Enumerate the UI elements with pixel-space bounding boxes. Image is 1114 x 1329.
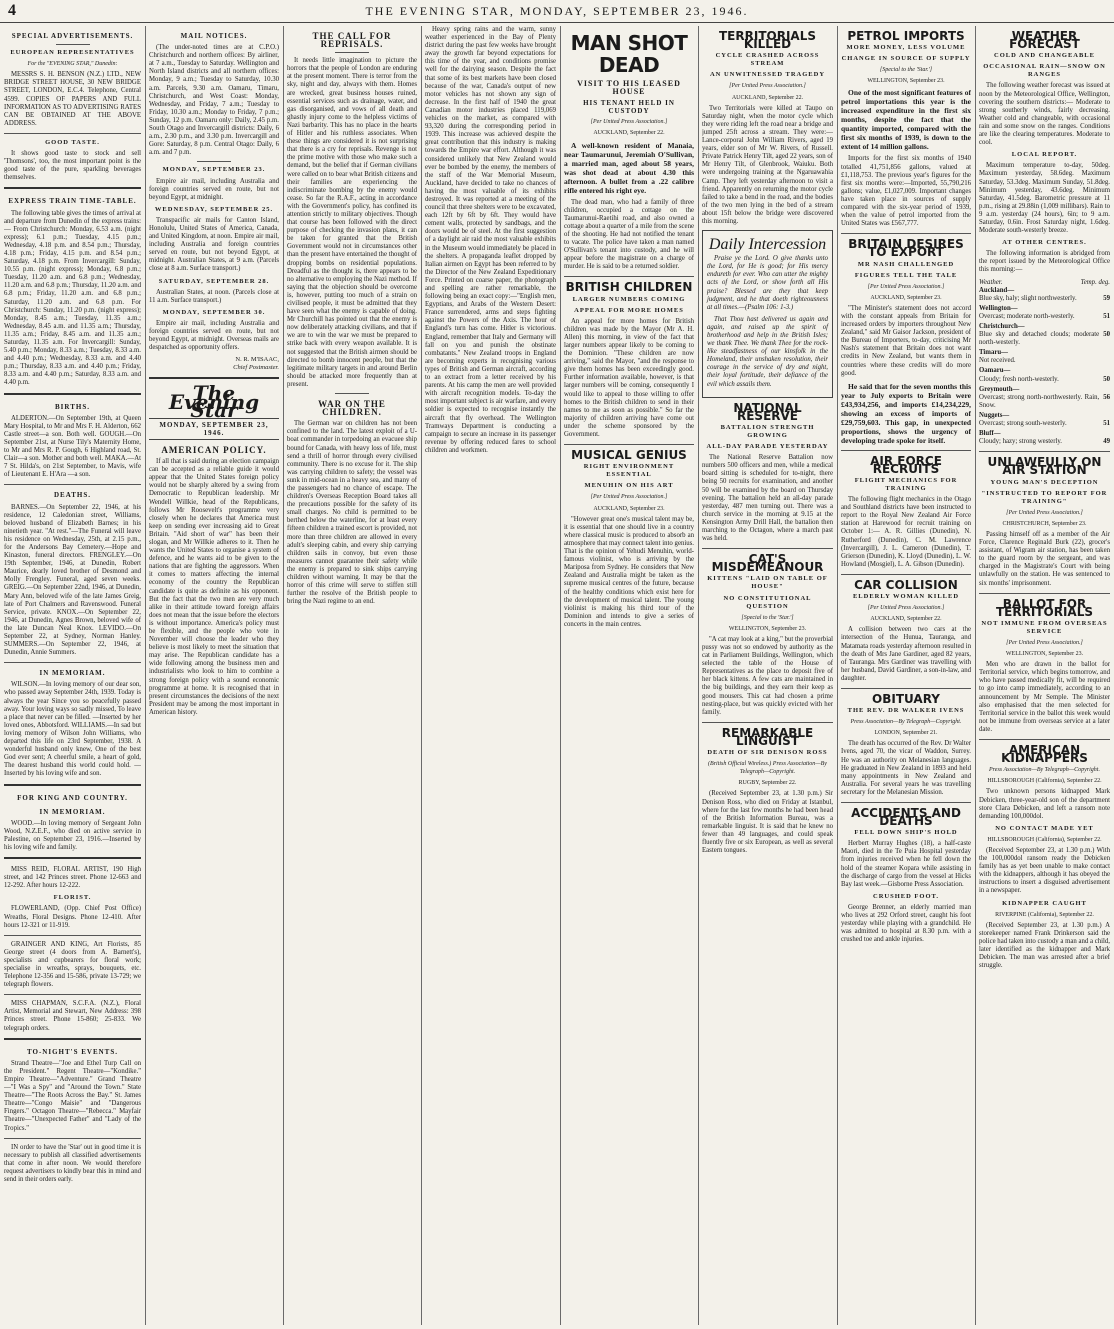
man-shot-heading: MAN SHOT DEAD xyxy=(570,31,688,77)
events-body: Strand Theatre—"Joe and Ethel Turp Call on the President." Regent Theatre—"Kondike." Empire Theatre—"Adventure." Grand Theatre—"I Was a Spy" and "Around the Town." State Theatre—"The Roots Across the Bay." St. James Theatre—"Congo Maisie" and "Dangerous Fingers." Octagon Theatre—"Rebecca." Mayfair Theatre—"Unexpected Father" and "Lady of the Tropics." xyxy=(4,1059,141,1132)
train-body: The following table gives the times of arrival at and departure from Dunedin of the express trains:— From Christchurch: Monday, 6.53 a.m. (night express); 6.1 p.m.; Tuesday, 4.15 p.m.; Wednesday, 4.18 p.m. and 8.54 p.m.; Thursday, 4.18 p.m.; Friday, 4.15 p.m. and 8.54 p.m.; Saturday, 4.18 p.m. From Invercargill: Sunday, 10.55 p.m. (night express); Monday, 6.8 p.m.; Tuesday, 11.20 a.m. and 6.8 p.m.; Wednesday, 11.20 a.m. and 6.8 p.m.; Thursday, 11.20 a.m. and 6.8 p.m.; Friday, 11.20 a.m. and 6.8 p.m.; Saturday, 11.20 a.m. and 6.8 p.m. For Christchurch: Sunday, 11.20 p.m. (night express); Monday, 8.45 a.m.; Tuesday, 11.35 a.m.; Wednesday, 8.45 a.m. and 11.35 a.m.; Thursday, 11.35 a.m.; Friday, 8.45 a.m. and 11.35 a.m.; Saturday, 11.35 a.m. For Invercargill: Sunday, 5.40 p.m.; Monday, 8.33 a.m.; Tuesday, 8.33 a.m. and 4.40 p.m.; Wednesday, 8.33 a.m. and 4.40 p.m.; Thursday, 8.33 a.m. and 4.40 p.m.; Friday, 8.33 a.m. and 4.40 p.m.; Saturday, 8.33 a.m. and 4.40 p.m. xyxy=(4,209,141,387)
centre-temp: 51 xyxy=(1103,312,1110,320)
dateline: LONDON, September 21. xyxy=(874,730,938,737)
territorials-sub2: AN UNWITNESSED TRAGEDY xyxy=(709,71,826,79)
dateline: HILLSBOROUGH (California), September 22. xyxy=(987,836,1102,843)
monday30-body: Empire air mail, including Australia and foreign countries served en route, but not beyond Egypt, at midnight. Overseas mails are despatched as opportunity offers. xyxy=(149,319,279,352)
musical-genius-body: "However great one's musical talent may be, it is essential that one should live in a country where classical music is produced to absorb an atmosphere that may connect talent into genius. That is the opinion of Yehudi Menuhin, world-famous violinist, who is arriving by the Mariposa from Sydney. He considers that New Zealand and Australia might be taken as the supreme musical centres of the future, because of the healthy conditions which exist here for the development of musical talent. The young violinist is making his third tour of the Dominion and intends to give a series of concerts in the main centres. xyxy=(564,515,694,628)
centre-row xyxy=(979,305,1110,321)
linguist-body: (Received September 23, at 1.30 p.m.) Sir Denison Ross, who died on Friday at Istanbul, where for the last few months he had been head of the British Information Bureau, was a remarkable linguist. It is said that he knew no fewer than 49 languages, and could speak fluently five or six European, as well as several Eastern tongues. xyxy=(702,790,833,855)
centre-row xyxy=(979,323,1110,347)
car-collision-body: A collision between two cars at the intersection of the Hunua, Tauranga, and Matamata roads yesterday afternoon resulted in the death of Mrs Jane Gardiner, aged 82 years, of Tauranga. Mrs Gardiner was travelling with her husband, David Gardiner, a son-in-law, and daughter. xyxy=(841,626,971,682)
centre-place: Auckland— xyxy=(979,286,1015,294)
other-centres-heading: AT OTHER CENTRES. xyxy=(1002,239,1087,247)
centres-col-weather: Weather. xyxy=(979,278,1003,286)
mail-heading: MAIL NOTICES. xyxy=(180,32,248,40)
ballot-sub: NOT IMMUNE FROM OVERSEAS SERVICE xyxy=(981,619,1108,635)
local-report-heading: LOCAL REPORT. xyxy=(1011,151,1078,159)
divider xyxy=(335,52,369,53)
press-line: Press Association—By Telegraph—Copyright. xyxy=(850,719,962,726)
divider xyxy=(841,233,971,234)
centre-row xyxy=(979,386,1110,410)
british-children-heading: BRITISH CHILDREN xyxy=(565,280,693,295)
centre-temp: 49 xyxy=(1103,438,1110,446)
accidents-heading: ACCIDENTS AND DEATHS xyxy=(851,806,961,829)
kidnappers-heading: AMERICAN KIDNAPPERS xyxy=(1001,743,1088,766)
car-collision-heading: CAR COLLISION xyxy=(854,577,958,592)
wednesday-body: Transpacific air mails for Canton Island, Honolulu, United States of America, Canada, and United Kingdom, at noon. Empire air mail, including Australia and foreign countries served en route, but not beyond Egypt, at midnight. Australian States, at 9 a.m. (Parcels close at 8 a.m. Surface transport.) xyxy=(149,216,279,273)
editorial-heading: AMERICAN POLICY. xyxy=(161,444,267,455)
musical-genius-sub2: MENUHIN ON HIS ART xyxy=(584,482,674,490)
centre-temp: 50 xyxy=(1103,331,1110,339)
weather-body: The following weather forecast was issued at noon by the Meteorological Office, Wellington, covering the southern districts:— Moderate to strong southerly winds, fairly decreasing. Weather cold and changeable, with occasional rain and some snow on the ranges. Conditions are like the clearing temperatures. Moderate to cool. xyxy=(979,82,1110,147)
column-miscellany xyxy=(425,26,556,1325)
unlawful-sub2: "INSTRUCTED TO REPORT FOR TRAINING" xyxy=(981,489,1108,505)
centre-temp: 51 xyxy=(1103,420,1110,428)
centre-row xyxy=(979,412,1110,428)
column-rule xyxy=(698,26,699,1325)
divider xyxy=(702,722,833,723)
florist2-heading: FLORIST. xyxy=(53,894,92,902)
column-rule xyxy=(975,26,976,1325)
local-report-body: Maximum temperature to-day, 50deg. Maximum yesterday, 58.6deg. Maximum Saturday, 53.3deg. Maximum Sunday, 51.8deg. Minimum yesterday, 43.6deg. Minimum Saturday, 41.5deg. Barometric pressure at 11 p.m., rising at 29.88in (1,009 millibars). Rain to 9 a.m. yesterday (24 hours), 6in; to 9 a.m. Saturday, 0.6in. Frost Saturday night, 1.6deg. Moderate south-westerly breeze. xyxy=(979,162,1110,235)
kidnappers-sub2: KIDNAPPER CAUGHT xyxy=(1002,899,1087,907)
britain-quote: He said that for the seven months this year to July exports to Britain were £43,934,256, and imports £14,234,229, showing an excess of imports of £29,759,603. This gap, in unexpected proportions, shows the urgency of developing trade spoke for itself. xyxy=(841,381,971,445)
dateline: AUCKLAND, September 23. xyxy=(870,294,942,301)
florist2-ad: FLOWERLAND, (Opp. Chief Post Office) Wreaths, Floral Designs. Phone 12-410. After hours 12-321 or 11-919. xyxy=(4,905,141,929)
saturday-body: Australian States, at noon. (Parcels close at 11 a.m. Surface transport.) xyxy=(149,288,279,304)
territorials-heading: TERRITORIALS KILLED xyxy=(719,29,816,52)
kidnappers-body2: (Received September 23, at 1.30 p.m.) With the 100,000dol ransom ready the Debicken family has as yet been unable to make contact with the kidnappers, although it has obeyed the instructions to insert a disguised advertisement in a newspaper. xyxy=(979,846,1110,895)
centre-detail xyxy=(979,295,1110,303)
centre-temp: 50 xyxy=(1103,375,1110,383)
dateline: CHRISTCHURCH, September 23. xyxy=(1002,520,1087,527)
dateline: WELLINGTON, September 23. xyxy=(728,625,807,632)
linguist-sub: DEATH OF SIR DENISON ROSS xyxy=(707,749,828,757)
divider xyxy=(4,935,141,936)
deaths-body: BARNES.—On September 22, 1946, at his residence, 12 Caledonian street, Williams, beloved husband of Elizabeth Barnes; in his ninetieth year. "At rest."—The Funeral will leave his residence on Wednesday, 25th, at 2.15 p.m., for the Andersons Bay Cemetery.—Hope and Kinaston, funeral directors. FRENGLEY.—On 19th September, 1946, at Dunedin, Robert Maurice, dearly loved brother of Desmond and Molly Frengley. Funeral, aged seven weeks. GREIG.—On September 22nd, 1946, at Dunedin, Mary Ann, beloved wife of the late James Greig, late of Port Chalmers and Ravenswood. Funeral Service, private. KNOX.—On September 22, 1946, at Dunedin, Agnes Brown, beloved wife of the late Duncan Neal Knox. LEVIDO.—On September 22, at Sydney, Norman Hanley. SUMMERS.—On September 22, 1946, at Dunedin, Annie Summers. xyxy=(4,503,141,657)
deaths-heading: DEATHS. xyxy=(53,491,92,500)
weather-heading: WEATHER FORECAST xyxy=(1009,29,1080,52)
unlawful-heading: UNLAWFULLY ON AIR STATION xyxy=(987,455,1102,478)
divider xyxy=(702,548,833,549)
dateline: HILLSBOROUGH (California), September 22. xyxy=(987,778,1102,785)
centre-weather: Cloudy; fresh north-westerly. xyxy=(979,375,1059,383)
special-ads-heading: SPECIAL ADVERTISEMENTS. xyxy=(11,32,134,40)
man-shot-sub: VISIT TO HIS LEASED HOUSE xyxy=(577,79,681,97)
centre-place: Wellington— xyxy=(979,304,1018,312)
column-classifieds xyxy=(4,26,141,1325)
centre-row xyxy=(979,349,1110,365)
divider xyxy=(4,1138,141,1139)
column-news-b xyxy=(702,26,833,1325)
territorials-sub: CYCLE CRASHED ACROSS STREAM xyxy=(715,52,820,68)
dateline: AUCKLAND, September 23. xyxy=(593,505,665,512)
divider xyxy=(4,994,141,995)
monday30-heading: MONDAY, SEPTEMBER 30. xyxy=(162,308,266,316)
divider xyxy=(4,662,141,663)
national-reserve-body: The National Reserve Battalion now numbers 500 officers and men, while a medical board sitting is scheduled for to-night, there being 50 recruits for examination, and another 50 will be examined by the board on Thursday evening. The battalion held an all-day parade yesterday, 487 men turning out. There was a church service in the morning at 9.15 at the Kensington Army Drill Hall, the battalion then marching to the Octagon, where a march past was held. xyxy=(702,454,833,543)
accidents-sub: FELL DOWN SHIP'S HOLD xyxy=(854,829,958,837)
intercession-prayer: That Thou hast delivered us again and again, and raised up the spirit of brotherhood and help in the British Isles; we thank Thee. We thank Thee for the rock-like steadfastness of our kinsfolk in the Homeland, their unshaken resolution, their courage in the service of dry and night, their loyal fortitude, their defiance of the evil which assails them. xyxy=(707,315,828,388)
memoriam2-heading: IN MEMORIAM. xyxy=(39,807,106,816)
press-line: [Per United Press Association.] xyxy=(729,83,806,90)
press-line: [Per United Press Association.] xyxy=(867,605,945,612)
column-mail-editorial xyxy=(149,26,279,1325)
centre-detail xyxy=(979,438,1110,446)
taste-body: It shows good taste to stock and sell 'Thomsons', too, the most important point is the good taste of the pure, sparkling beverages themselves. xyxy=(4,150,141,182)
reps-for: For the "EVENING STAR," Dunedin: xyxy=(27,61,118,68)
memoriam-body: WILSON.—In loving memory of our dear son, who passed away September 24th, 1939. Today is always the year Since you so peacefully passed away. Your loving ways so sadly missed, To leave a place that never can be filled. —Inserted by her loved ones, Abbotsford. WILLIAMS.—In sad but loving memory of Wilson John Williams, who departed this life on 23rd September, 1938. A wonderful husband only knew, One of the best God ever sent; A cheerful smile, a heart of gold, The dearest husband this world could hold. —Inserted by his loving wife and son. xyxy=(4,681,141,778)
signature-name: N. R. M'ISAAC, xyxy=(235,356,279,364)
children-war-body: The German war on children has not been confined to the land. The latest exploit of a U-boat commander in torpedoing an evacuee ship bound for Canada, with heavy loss of life, must send a thrill of horror through every civilised community. There is no excuse for it. The ship was carrying children to safety; the vessel was sunk in mid-ocean in a heavy sea, and many of the passengers had no chance of escape. The children's Overseas Reception Board takes all the precautions possible for the safety of its small charges. No child is permitted to be berthed below the waterline, for at least every fifteen children a trained escort is provided, not more than three children are allowed in every adult's sleeping cabin, and every ship carrying children sails in convoy, but even those measures cannot guarantee their safety while the enemy is prepared to sink ships carrying children without warning. It may be that the horror of this crime will serve to stiffen still further the resolve of the British people to bring the Nazi regime to an end. xyxy=(287,420,417,606)
air-force-sub: FLIGHT MECHANICS FOR TRAINING xyxy=(854,476,958,492)
florist-ad: MISS REID, FLORAL ARTIST, 190 High street, and 142 Princes street. Phone 12-663 and 12-292. After hours 12-222. xyxy=(4,866,141,890)
divider xyxy=(197,161,231,162)
ballot-body: Men who are drawn in the ballot for Territorial service, which begins tomorrow, and who have passed medically fit, will be required to go into camp immediately, according to an announcement by Mr Semple. The Minister also emphasised that the men selected for Territorial service in the ballot this week would not be immune from overseas service at a later date. xyxy=(979,661,1110,733)
territorials-body: Two Territorials were killed at Taupo on Saturday night, when the motor cycle which they were riding left the road near a bridge and jumped 25ft across a stream. They were:— Lance-corporal John William Rivers, aged 19 years, elder son of Mr W. Rivers, of Russell. Private Patrick Henry Tilt, aged 22 years, son of Mr Henry Tilt, of Glenbrook, Waiuku. Both were undergoing training at the Ngaruawahia Camp. They left yesterday afternoon to visit a friend. Apparently on returning the motor cycle failed to take a bend in the road, and the bodies of the two men lying in the bed of a stream about 15ft below the bridge were discovered this morning. xyxy=(702,104,833,225)
divider xyxy=(56,44,90,45)
nameplate: The Evening Star xyxy=(168,381,260,422)
press-line: [Per United Press Association.] xyxy=(590,119,668,126)
chapman-ad: MISS CHAPMAN, S.C.F.A. (N.Z.), Floral Artist, Memorial and Stewart, New Address: 398 Princes street. Phone 15-860; 25-833. We telegraph orders. xyxy=(4,1000,141,1032)
wednesday-heading: WEDNESDAY, SEPTEMBER 25. xyxy=(154,205,274,213)
king-heading: FOR KING AND COUNTRY. xyxy=(17,793,128,802)
divider xyxy=(4,1038,141,1042)
centre-detail xyxy=(979,420,1110,428)
petrol-sub2: CHANGE IN SOURCE OF SUPPLY xyxy=(841,55,971,63)
press-line: [Per United Press Association.] xyxy=(590,494,668,501)
intercession-heading: Daily Intercession xyxy=(708,236,827,254)
centre-place: Timaru— xyxy=(979,349,1008,357)
centre-temp: 59 xyxy=(1103,294,1110,302)
centre-weather: Overcast; strong north-northwesterly. Rain, Snow. xyxy=(979,393,1100,409)
divider xyxy=(841,688,971,689)
man-shot-body: The dead man, who had a family of three children, occupied a cottage on the Taumarunui-Raetihi road, and also owned a cottage about a quarter of a mile from the scene of the shooting. He had not notified the tenant to vacate. The police have taken a man named O'Sullivan's tenant into custody, and he will appear before the magistrate on a charge of murder. He is said to be a returned soldier. xyxy=(564,198,694,271)
british-children-sub2: APPEAL FOR MORE HOMES xyxy=(574,306,684,314)
dateline: RUGBY, September 22. xyxy=(738,780,797,787)
reps-heading: EUROPEAN REPRESENTATIVES xyxy=(10,49,135,57)
column-news-c xyxy=(841,26,971,1325)
centre-place: Christchurch— xyxy=(979,323,1025,330)
centre-place: Nuggets— xyxy=(979,411,1010,419)
cat-heading: CAT'S MISDEMEANOUR xyxy=(711,552,824,575)
centre-row xyxy=(979,430,1110,446)
divider xyxy=(4,393,141,397)
centre-weather: Blue sky, haly; slight northwesterly. xyxy=(979,294,1077,302)
memoriam2-body: WOOD.—In loving memory of Sergeant John Wood, N.Z.E.F., who died on active service in Palestine, on September 23, 1916.—Inserted by his loving wife and family. xyxy=(4,819,141,851)
divider xyxy=(4,484,141,485)
petrol-body: Imports for the first six months of 1940 totalled 41,751,856 gallons, valued at £1,118,753. The previous year's figures for the first six months were:—Imported, 55,790,216 gallons; value, £1,027,009. Important changes have taken place in sources of supply compared with the six-year period of 1939, when the value of petrol imported from the United States was £567,777. xyxy=(841,155,971,228)
divider xyxy=(979,593,1110,594)
britain-sub2: FIGURES TELL THE TALE xyxy=(854,271,958,279)
dateline: WELLINGTON, September 23. xyxy=(867,78,945,85)
press-line: [Per United Press Association.] xyxy=(1006,509,1083,516)
running-head: THE EVENING STAR, MONDAY, SEPTEMBER 23, 1946. xyxy=(365,4,749,18)
unlawful-sub: YOUNG MAN'S DECEPTION xyxy=(990,478,1099,486)
intercession-verse: Praise ye the Lord. O give thanks unto the Lord, for He is good; for His mercy endureth for ever. Who can utter the mighty acts of the Lord, or show forth all His praise? Blessed are they that keep judgment, and he that doeth righteousness at all times.—(Psalm 106: 1-3.) xyxy=(707,255,828,311)
reprisals-heading: THE CALL FOR REPRISALS. xyxy=(312,31,392,50)
divider xyxy=(4,857,141,861)
centre-detail xyxy=(979,313,1110,321)
accidents-sub2: CRUSHED FOOT. xyxy=(873,892,939,900)
kidnappers-body: Two unknown persons kidnapped Mark Debicken, three-year-old son of the department store Clara Debicken, and left a ransom note demanding 100,000dol. xyxy=(979,788,1110,820)
national-reserve-sub2: ALL-DAY PARADE YESTERDAY xyxy=(706,443,829,451)
centre-weather: Overcast; strong south-westerly. xyxy=(979,420,1067,428)
cat-body: "A cat may look at a king," but the proverbial pussy was not so endowed by authority as the cat in Parliament Buildings, Wellington, which selected the table of the House of Representatives as the place to deposit five of her black kittens. A few cats are maintained in the big buildings, and they earn their keep as good mousers. This cat had chosen a prime nesting-place, but was quickly evicted with her family. xyxy=(702,635,833,716)
dateline: RIVERPINE (California), September 22. xyxy=(995,911,1094,918)
column-rule xyxy=(560,26,561,1325)
obituary-body: The death has occurred of the Rev. Dr Walter Ivens, aged 70, the vicar of Waddon, Surrey. He was an authority on Melanesian languages. He graduated in New Zealand in 1893 and held many appointments in New Zealand and Australia. For several years he was travelling secretary for the Melanesian Mission. xyxy=(841,740,971,796)
musical-genius-heading: MUSICAL GENIUS xyxy=(571,448,687,463)
national-reserve-sub: BATTALION STRENGTH GROWING xyxy=(720,423,815,439)
centre-weather: Not received. xyxy=(979,357,1016,365)
divider xyxy=(335,393,369,394)
weather-sub: COLD AND CHANGEABLE xyxy=(994,52,1095,60)
press-line: [Per United Press Association.] xyxy=(1006,640,1083,646)
car-collision-sub: ELDERLY WOMAN KILLED xyxy=(852,593,960,601)
petrol-sub: MORE MONEY, LESS VOLUME xyxy=(846,44,966,52)
reps-body: MESSRS S. H. BENSON (N.Z.) LTD., NEW BRIDGE STREET HOUSE, 30 NEW BRIDGE STREET, LONDON, E.C.4. Telephone, Central 4599. COPIES OF PAPERS AND FULL INFORMATION AS TO ADVERTISING RATES CAN BE OBTAINED AT THE ABOVE ADDRESS. xyxy=(4,71,141,127)
column-rule xyxy=(837,26,838,1325)
petrol-lead: One of the most significant features of petrol importations this year is the increased expenditure in the first six months, despite the fact that the quantity imported, compared with the first six months of 1939, is down to the extent of 14 million gallons. xyxy=(841,88,971,152)
column-rule xyxy=(283,26,284,1325)
editorial-body: If all that is said during an election campaign can be accepted as a reliable guide it would appear that the United States foreign policy would not be sharply altered by a swing from Democratic to Republican leadership. Mr Wendell Willkie, head of the Republicans, follows Mr Roosevelt's programme very closely when he declares that America must keep on sending ever increasing aid to Great Britain. "Aid short of war" has been their slogan, and Mr Willkie adheres to it. Then he wants the United States to organise a system of defence, and he wants aid to be given to the nations that are fighting the aggressors. When it comes to matters affecting the internal economy of the country the Republican candidate is quite as definite as his opponent. But the fact that the two men are very much alike in their attitude toward foreign affairs does not mean that the issue before the electors is without importance. America's policy must be flexible, and the people who vote in November will choose the leader who they believe is most likely to meet the situation that may arise. The Republican candidate has a wide following among the business men and industrialists who look to him to combine a strong foreign policy with a sound economic programme at home. It is recognised that in present circumstances the decisions of the next President may be among the most important in American history. xyxy=(149,458,279,716)
britain-heading: BRITAIN DESIRES TO EXPORT xyxy=(848,237,964,260)
centre-detail xyxy=(979,376,1110,384)
divider xyxy=(841,802,971,803)
press-line: [Special to the 'Star.'] xyxy=(741,614,794,621)
monday-body: Empire air mail, including Australia and foreign countries served en route, but not beyond Egypt, at midnight. xyxy=(149,177,279,201)
centres-list xyxy=(979,287,1110,447)
linguist-heading: REMARKABLE LINGUIST xyxy=(721,725,814,748)
signature-title: Chief Postmaster. xyxy=(233,364,279,372)
divider xyxy=(841,450,971,451)
mail-body: (The under-noted times are at C.P.O.) Christchurch and northern offices: By airliner, at 7 a.m., Tuesday to Saturday. Wellington and North Island districts and all northern offices: Monday, 9 a.m.; Tuesday to Saturday, 10.30 a.m. Parcels, 9.30 a.m. Oamaru, Timaru, Christchurch, and West Coast: Monday, Wednesday, and Friday, 7 a.m.; Tuesday to Friday, 10.30 a.m.; Monday to Friday, 7 p.m.; Sunday, 12 p.m. Oamaru only: Daily, 2.45 p.m. South Otago and Invercargill districts: Daily, 6 a.m., 2.30 p.m., and 3.30 p.m. Invercargill and Gore: Saturday, 8 p.m. Central Otago: Daily, 6 a.m. and 7 p.m. xyxy=(149,44,279,157)
centre-row xyxy=(979,287,1110,303)
centres-header-row xyxy=(979,279,1110,287)
divider xyxy=(564,444,694,445)
dateline: AUCKLAND, September 22. xyxy=(593,130,665,137)
column-news-d xyxy=(979,26,1110,1325)
centre-place: Greymouth— xyxy=(979,385,1020,393)
petrol-heading: PETROL IMPORTS xyxy=(847,29,965,43)
monday-heading: MONDAY, SEPTEMBER 23. xyxy=(162,166,266,174)
unlawful-body: Passing himself off as a member of the Air Force, Clarence Reginald Burk (22), grocer's assistant, of Wigram air station, has been taken to the guard room by the sergeant, and was charged in the Magistrate's Court with being unlawfully on the station. He was sentenced to six months' imprisonment. xyxy=(979,530,1110,587)
divider xyxy=(4,133,141,134)
british-children-body: An appeal for more homes for British children was made by the Mayor (Mr A. H. Allen) this morning, in view of the fact that larger numbers appear likely to be coming to the Dominion. "These children are now arriving," said the Mayor, "and the response to give them homes has been exceedingly good. Further information available, however, is that larger numbers will be coming, consequently I would like to appeal to those willing to offer homes to the British children to send in their names to me as soon as possible." So far the majority of children arriving have come out under the scheme sponsored by the Government. xyxy=(564,317,694,438)
musical-genius-sub: RIGHT ENVIRONMENT ESSENTIAL xyxy=(583,463,675,479)
train-heading: EXPRESS TRAIN TIME-TABLE. xyxy=(8,197,137,206)
children-war-heading: WAR ON THE CHILDREN. xyxy=(318,399,386,418)
air-force-heading: AIR FORCE RECRUITS xyxy=(870,453,942,476)
masthead xyxy=(0,0,1114,23)
centre-weather: Overcast; moderate north-westerly. xyxy=(979,312,1075,320)
centre-place: Oamaru— xyxy=(979,367,1011,375)
miscellany-body: Heavy spring rains and the warm, sunny weather experienced in the Bay of Plenty district during the past few weeks have brought away the growth far beyond expectations for this time of the year, and conditions promise well for the dairying season. Despite the fact that some of its best markets have been closed because of the war, Canada's output of new motor vehicles has not shown any sign of decrease. In the first half of 1940 the great Canadian motor industries placed 119,069 vehicles on the market, as compared with 93,320 during the corresponding period in 1939. This increase was achieved despite the great contribution that this industry is making towards the Empire war effort. Although it was considered unlikely that New Zealand would ever be bombed by the enemy, the members of the staff of the War Memorial Museum, Auckland, have decided to take no chances of having the most valuable of its exhibits destroyed. It was reported at a meeting of the council that three shelters were to be excavated, each 12ft by 6ft by 6ft. They would have cement walls, protected by sandbags, and the doors would be of steel. At the first suggestion of a daylight air raid the most valuable exhibits in the Museum would immediately be placed in the shelters. A propaganda leaflet dropped by Italian airmen on Egypt has been referred to by the Director of the New Zealand Expeditionary Force. Printed on coarse paper, the photograph and spelling are rather remarkable, the following being an exact copy:—"English men, Egyptians, and Arabs of the Western Desert: France surrendered, arms and steps fighting against the Powers of the Axis. The hour of England's turn has come. Hitler is victorious. England, remember that Italy and Germany will fall on you and punish the obstinate combatants." New Zealand troops in England are becoming experts in recognising various types of British and German aircraft, according to an extract from a letter received by his parents. At his camp the men are well provided with aircraft recognition models. To-day the most important subject is air warfare, and every soldier is expected to recognise instantly the aircraft that fly overhead. The Wellington Tramways Department is conducting a campaign to secure an increase in its passenger revenue by offering reduced fares to school children and workmen. xyxy=(425,26,556,454)
page-number: 4 xyxy=(8,2,16,19)
man-shot-lead: A well-known resident of Manaia, near Taumarunui, Jeremiah O'Sullivan, a married man, aged about 58 years, was shot dead at about 4.30 this afternoon. A bullet from a .22 calibre rifle entered his right eye. xyxy=(564,140,694,195)
events-heading: TO-NIGHT'S EVENTS. xyxy=(26,1047,118,1056)
reprisals-body: It needs little imagination to picture the horrors that the people of London are enduring at the present moment. There is terror from the sky, night and day, always with them. Homes are wrecked, great business houses ruined, essential services such as drainage, water, and gas disorganised, and vows of all death and ghastly injury come to the helpless victims of Nazi barbarity. This has no place in the hearts of Hitler and his ruthless associates. When these things are considered it is not surprising that there is a cry for reprisals. Revenge is not the prime motive with those who make such a demand, but the belief that if German civilians were called on to bear what British citizens and their families are experiencing the indiscriminate bombing by the enemy would cease. So far the R.A.F., acting in accordance with the Government's policy, has confined its attention strictly to military objectives. Though that course has been followed with the direct purpose of checking the invasion plans, it can be taken for granted that the British Government would not in circumstances other than the present have entertained the thought of dropping bombs on residential populations. Dreadful as the thought is, there appears to be no alternative to employing the Nazi method. If saying that the objection should be overcome is, however, putting too much of a strain on civilised people, it must be admitted that they have seen what the enemy is capable of doing. Mr Churchill has pointed out that the enemy is now deliberately attacking civilians, and that if we are to win the war we must be prepared to strike back with every weapon available. It is not suggested that the British airmen should be directed to bomb innocent people, but that the legitimate military targets in and around Berlin should be attacked more frequently than at present. xyxy=(287,57,417,388)
memoriam-heading: IN MEMORIAM. xyxy=(39,669,106,678)
centre-detail xyxy=(979,357,1110,365)
other-centres-intro: The following information is abridged from the report issued by the Meteorological Office this morning:— xyxy=(979,250,1110,274)
dateline: AUCKLAND, September 22. xyxy=(731,94,804,101)
obituary-sub: THE REV. DR WALKER IVENS xyxy=(847,707,965,715)
britain-body: "The Minister's statement does not accord with the constant appeals from Britain for increased orders by importers throughout New Zealand," said Mr Gaisor Jackson, president of the Bureau of Importers, to-day, criticising Mr Nash's statement that Britain does not want credits in New Zealand, but wants them in countries where these credits will do more good. xyxy=(841,304,971,377)
press-line: [Special to the 'Star.'] xyxy=(879,67,933,74)
dateline: WELLINGTON, September 23. xyxy=(1005,651,1084,658)
grainger-ad: GRAINGER AND KING, Art Florists, 85 George street (4 doors from A. Barnett's), specialists and cupbearers for floral work; specialise in wreaths, sprays, bouquets, etc. Telephone 12-356 and 15-586, private 13-729; we telegraph flowers. xyxy=(4,940,141,989)
divider xyxy=(979,451,1110,452)
dateline: AUCKLAND, September 22. xyxy=(870,616,942,623)
column-news-a xyxy=(564,26,694,1325)
footer-note: IN order to have the 'Star' out in good time it is necessary to publish all classified advertisements that come in after noon. We would therefore request advertisers to kindly bear this in mind and send in their orders early. xyxy=(4,1143,141,1183)
kidnappers-body3: (Received September 23, at 1.30 p.m.) A storekeeper named Frank Drinkerson said the police had taken into custody a man and a child, later identified as the kidnapper and Mark Debicken. The man was arrested after a brief struggle. xyxy=(979,921,1110,970)
press-line: Press Association—By Telegraph—Copyright. xyxy=(989,767,1100,774)
divider xyxy=(841,574,971,575)
britain-sub: MR NASH CHALLENGED xyxy=(857,260,955,268)
divider xyxy=(979,739,1110,740)
centres-col-temp: Temp. deg. xyxy=(1080,278,1110,286)
air-force-body: The following flight mechanics in the Otago and Southland districts have been instructed to report to the Royal New Zealand Air Force station at Harewood for recruit training on October 1:— A. R. Gillies (Dunedin), N. Rutherford (Dunedin), C. M. Lawrence (Invercargill), J. L. Cameron (Dunedin), T. Grierson (Dunedin), K. Lloyd (Dunedin), L. W. Howland (Mosgiel), L. A. Gibson (Dunedin). xyxy=(841,496,971,568)
column-reprisals xyxy=(287,26,417,1325)
intercession-box xyxy=(702,230,833,398)
british-children-sub: LARGER NUMBERS COMING xyxy=(572,295,686,303)
births-body: ALDERTON.—On September 19th, at Queen Mary Hospital, to Mr and Mrs F. H. Alderton, 662 Castle street—a son. Both well. GOUGH.—On September 21st, at Nurse Tily's Maternity Home, to Mr and Mrs R. P. Gough, 6 Highland road, St. Clair—a son. Mother and both well. MAKA.—At 7 St. Hilda's, on 21st September, to Mavis, wife of Lieutenant E. H'Ara —a son. xyxy=(4,414,141,479)
taste-heading: GOOD TASTE. xyxy=(45,138,100,146)
column-rule xyxy=(421,26,422,1325)
centre-row xyxy=(979,367,1110,383)
centre-place: Bluff— xyxy=(979,430,1001,438)
divider xyxy=(4,187,141,191)
cat-sub: KITTENS "LAID ON TABLE OF HOUSE" xyxy=(707,575,828,591)
centre-weather: Blue sky and detached clouds; moderate north-westerly. xyxy=(979,331,1100,347)
editorial-dateline: MONDAY, SEPTEMBER 23, 1946. xyxy=(149,418,279,440)
divider xyxy=(4,784,141,788)
centre-weather: Cloudy; hazy; strong westerly. xyxy=(979,438,1062,446)
press-line: (British Official Wireless.) Press Association—By Telegraph—Copyright. xyxy=(708,761,827,776)
births-heading: BIRTHS. xyxy=(55,402,90,411)
centre-detail xyxy=(979,331,1110,347)
accidents-body2: George Brenner, an elderly married man who lives at 292 Orford street, caught his foot yesterday while playing with a grandchild. He was admitted to hospital at 8.30 p.m. with a crushed toe and ankle injuries. xyxy=(841,903,971,944)
obituary-heading: OBITUARY xyxy=(872,691,940,706)
weather-sub2: OCCASIONAL RAIN—SNOW ON RANGES xyxy=(983,63,1106,79)
centre-detail xyxy=(979,394,1110,410)
national-reserve-heading: NATIONAL RESERVE xyxy=(733,400,802,423)
divider xyxy=(564,276,694,277)
accidents-body: Herbert Murray Hughes (18), a half-caste Maori, died in the Te Puia Hospital yesterday from injuries received when he fell down the hold of the steamer Kopara while assisting in the discharge of cargo from the vessel at Hicks Bay last week.—Gisborne Press Association. xyxy=(841,840,971,888)
column-rule xyxy=(145,26,146,1325)
man-shot-sub2: HIS TENANT HELD IN CUSTODY xyxy=(583,99,675,116)
saturday-heading: SATURDAY, SEPTEMBER 28. xyxy=(158,277,270,285)
kidnappers-sub: NO CONTACT MADE YET xyxy=(995,824,1094,832)
ballot-heading: BALLOT FOR TERRITORIALS xyxy=(996,596,1093,619)
press-line: [Per United Press Association.] xyxy=(867,283,945,290)
cat-sub2: NO CONSTITUTIONAL QUESTION xyxy=(723,594,812,610)
centre-temp: 56 xyxy=(1103,393,1110,401)
